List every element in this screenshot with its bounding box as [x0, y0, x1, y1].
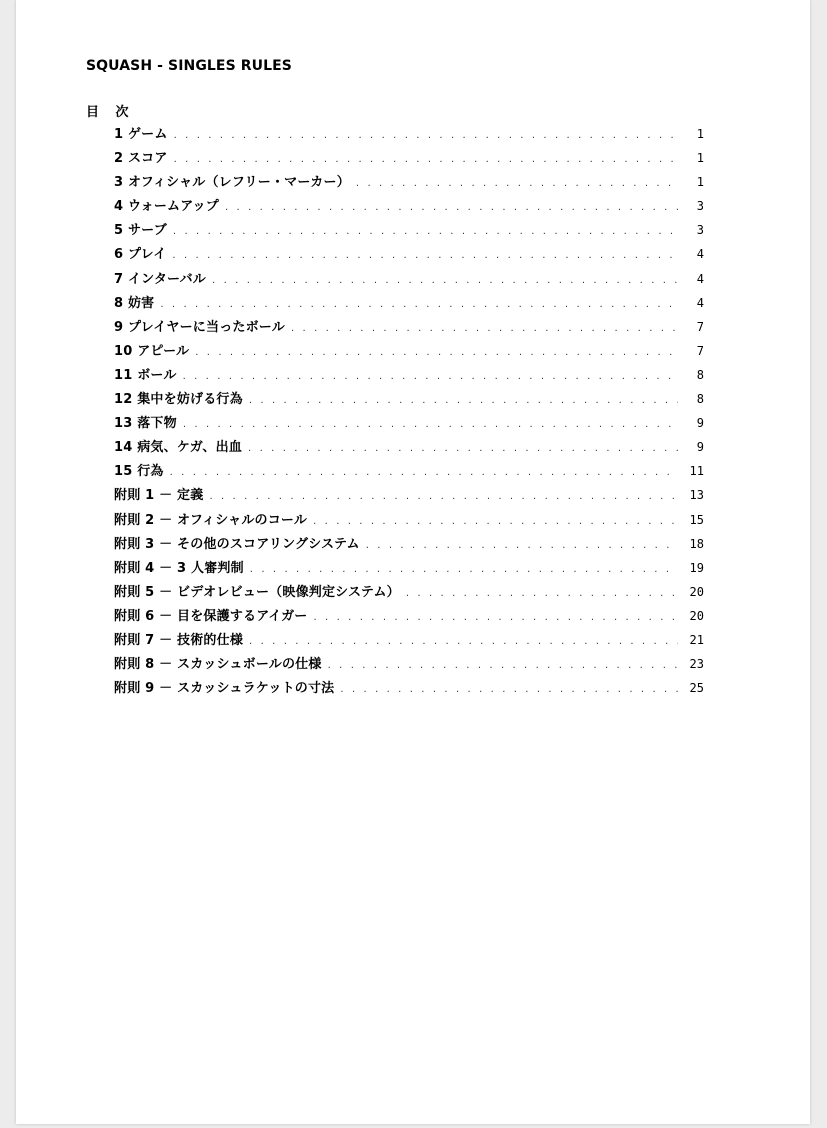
toc-entry[interactable] [114, 604, 704, 628]
toc-entry-label: 5 サーブ [114, 223, 167, 239]
toc-entry-label: 7 インターバル [114, 271, 207, 287]
table-of-contents [114, 122, 704, 700]
toc-entry-page-number: 20 [689, 584, 704, 599]
toc-entry-page-number: 7 [696, 319, 704, 334]
toc-entry-label: 4 ウォームアップ [114, 199, 219, 215]
toc-entry-label: 附則 4 － 3 人審判制 [114, 560, 244, 576]
toc-entry[interactable] [114, 508, 704, 532]
toc-entry-label: 9 プレイヤーに当ったボール [114, 319, 285, 335]
toc-entry-page-number: 19 [689, 560, 704, 575]
toc-entry-label: 附則 1 － 定義 [114, 488, 204, 504]
toc-entry[interactable] [114, 580, 704, 604]
toc-entry-label: 附則 6 － 目を保護するアイガー [114, 608, 308, 624]
toc-entry[interactable] [114, 483, 704, 507]
toc-entry-page-number: 9 [696, 416, 704, 431]
toc-dot-leader [195, 341, 678, 365]
toc-entry[interactable] [114, 411, 704, 435]
toc-entry[interactable] [114, 652, 704, 676]
toc-dot-leader [250, 558, 678, 582]
toc-entry-page-number: 13 [689, 488, 704, 503]
toc-entry[interactable] [114, 242, 704, 266]
toc-dot-leader [248, 437, 678, 461]
toc-entry-page-number: 1 [696, 151, 704, 166]
toc-entry-label: 8 妨害 [114, 295, 155, 311]
toc-dot-leader [172, 244, 678, 268]
toc-entry-page-number: 8 [696, 367, 704, 382]
toc-entry-label: 11 ボール [114, 367, 177, 383]
toc-entry[interactable] [114, 267, 704, 291]
toc-entry-page-number: 21 [689, 632, 704, 647]
toc-entry[interactable] [114, 532, 704, 556]
toc-entry[interactable] [114, 676, 704, 700]
toc-dot-leader [328, 654, 678, 678]
toc-entry-page-number: 4 [696, 295, 704, 310]
toc-entry-page-number: 1 [696, 175, 704, 190]
toc-entry-label: 附則 9 － スカッシュラケットの寸法 [114, 681, 335, 697]
toc-dot-leader [356, 172, 678, 196]
toc-dot-leader [249, 630, 678, 654]
toc-entry-label: 10 アピール [114, 343, 190, 359]
toc-entry-label: 15 行為 [114, 464, 164, 480]
toc-dot-leader [225, 196, 678, 220]
document-page [16, 0, 810, 1124]
toc-entry-label: 13 落下物 [114, 416, 177, 432]
toc-entry-label: 附則 8 － スカッシュボールの仕様 [114, 657, 322, 673]
toc-entry[interactable] [114, 170, 704, 194]
toc-entry[interactable] [114, 315, 704, 339]
toc-dot-leader [366, 534, 678, 558]
toc-heading: 目 次 [86, 105, 135, 120]
toc-entry-page-number: 1 [696, 127, 704, 141]
toc-dot-leader [212, 269, 678, 293]
toc-entry-page-number: 20 [689, 608, 704, 623]
toc-entry-label: 附則 7 － 技術的仕様 [114, 632, 244, 648]
toc-entry-page-number: 8 [696, 392, 704, 407]
toc-entry[interactable] [114, 435, 704, 459]
toc-entry-label: 3 オフィシャル（レフリー・マーカー） [114, 175, 350, 191]
toc-entry-page-number: 18 [689, 536, 704, 551]
toc-entry-label: 2 スコア [114, 151, 168, 167]
toc-entry-page-number: 11 [689, 464, 704, 479]
toc-entry-page-number: 23 [689, 657, 704, 672]
toc-dot-leader [174, 148, 678, 172]
toc-dot-leader [183, 365, 678, 389]
toc-dot-leader [174, 124, 678, 148]
toc-entry-label: 12 集中を妨げる行為 [114, 392, 243, 408]
toc-entry[interactable] [114, 146, 704, 170]
toc-entry[interactable] [114, 459, 704, 483]
toc-dot-leader [173, 220, 678, 244]
toc-entry-label: 附則 2 － オフィシャルのコール [114, 512, 308, 528]
toc-entry-page-number: 7 [696, 343, 704, 358]
toc-dot-leader [313, 510, 678, 534]
toc-entry[interactable] [114, 556, 704, 580]
toc-dot-leader [209, 485, 678, 509]
toc-entry-page-number: 4 [696, 247, 704, 262]
toc-dot-leader [313, 606, 678, 630]
toc-dot-leader [340, 678, 678, 702]
toc-entry-label: 附則 3 － その他のスコアリングシステム [114, 536, 360, 552]
toc-entry[interactable] [114, 194, 704, 218]
toc-dot-leader [291, 317, 678, 341]
toc-entry[interactable] [114, 218, 704, 242]
toc-entry[interactable] [114, 291, 704, 315]
toc-entry[interactable] [114, 387, 704, 411]
toc-dot-leader [160, 293, 678, 317]
toc-entry[interactable] [114, 339, 704, 363]
toc-entry-page-number: 3 [696, 223, 704, 238]
toc-dot-leader [249, 389, 678, 413]
toc-entry-page-number: 3 [696, 199, 704, 214]
toc-entry-label: 6 プレイ [114, 247, 167, 263]
toc-entry-page-number: 4 [696, 271, 704, 286]
toc-entry[interactable] [114, 628, 704, 652]
toc-entry-page-number: 25 [689, 681, 704, 696]
toc-entry[interactable] [114, 363, 704, 387]
toc-dot-leader [170, 461, 678, 485]
toc-entry-page-number: 9 [696, 440, 704, 455]
toc-entry-label: 14 病気、ケガ、出血 [114, 440, 243, 456]
toc-entry-page-number: 15 [689, 512, 704, 527]
toc-entry-label: 附則 5 － ビデオレビュー（映像判定システム） [114, 584, 400, 600]
toc-dot-leader [406, 582, 678, 606]
document-title: SQUASH - SINGLES RULES [86, 58, 292, 74]
toc-dot-leader [183, 413, 678, 437]
toc-entry[interactable] [114, 122, 704, 146]
toc-entry-label: 1 ゲーム [114, 127, 168, 142]
